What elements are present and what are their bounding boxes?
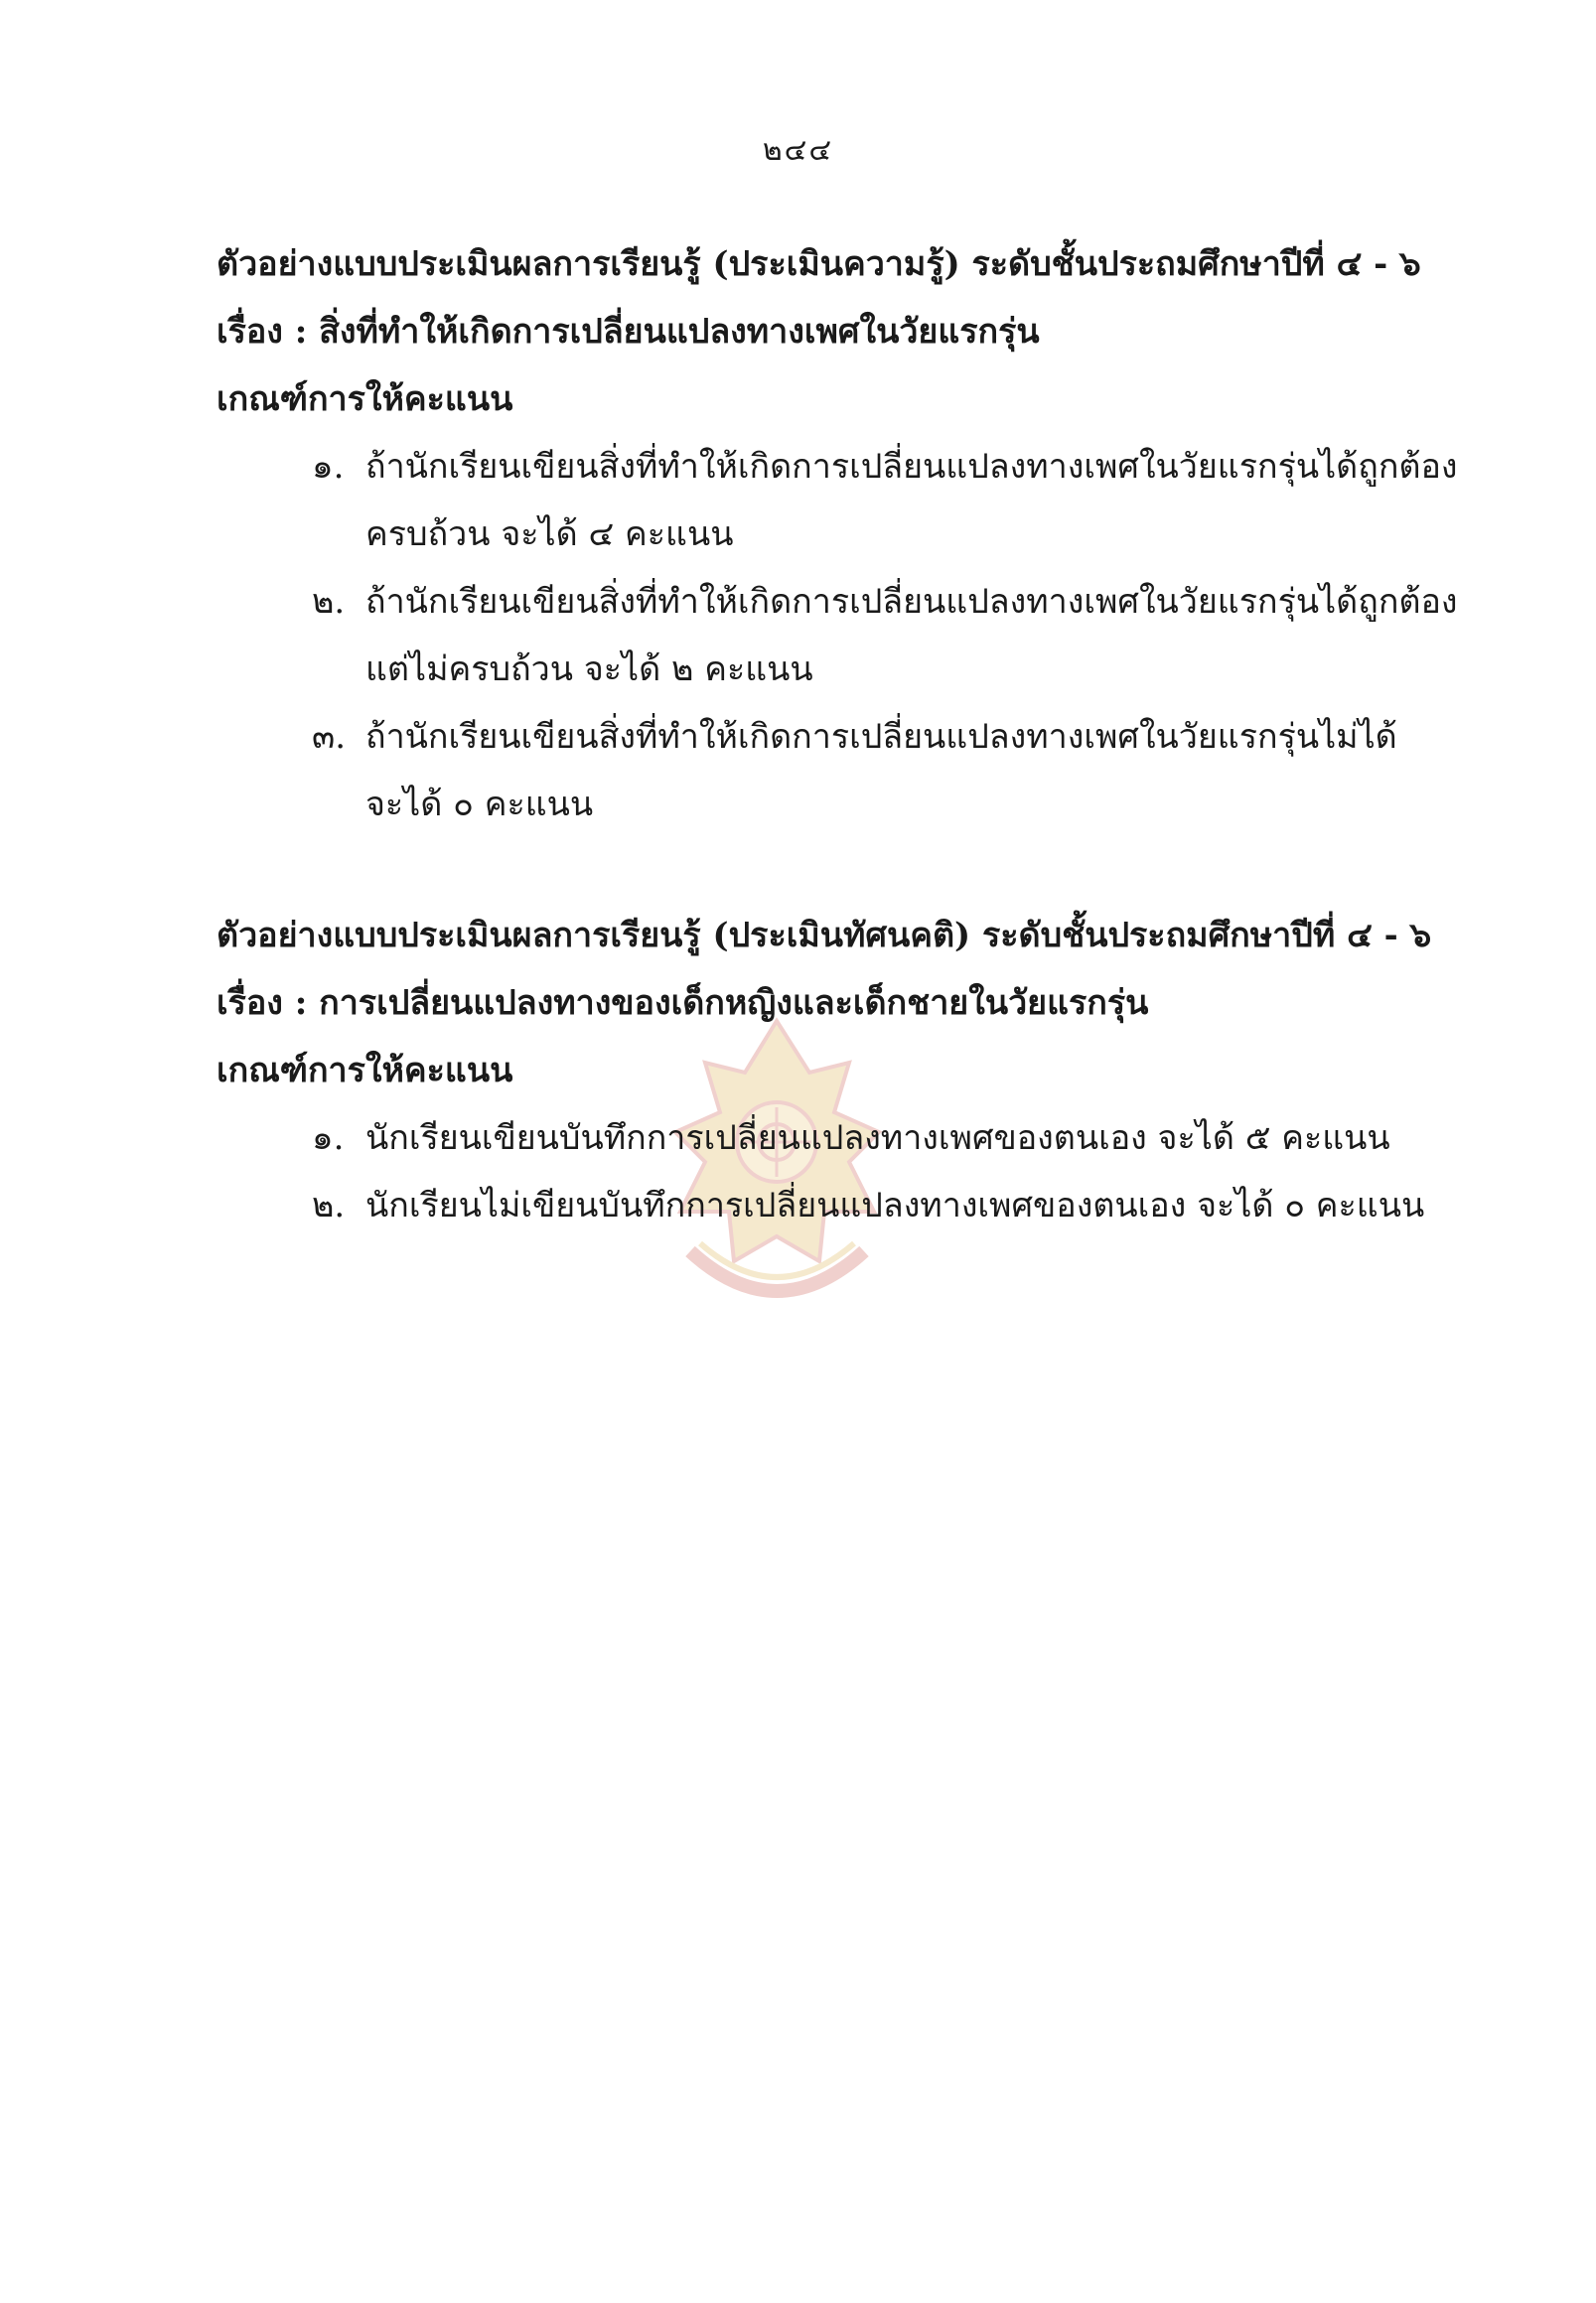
item-number: ๓. <box>312 717 347 757</box>
section-subject: เรื่อง : สิ่งที่ทำให้เกิดการเปลี่ยนแปลงทางเพศในวัยแรกรุ่น <box>217 312 1040 352</box>
section-subject: เรื่อง : การเปลี่ยนแปลงทางของเด็กหญิงและเด็กชายในวัยแรกรุ่น <box>217 983 1149 1023</box>
item-text: ถ้านักเรียนเขียนสิ่งที่ทำให้เกิดการเปลี่ยนแปลงทางเพศในวัยแรกรุ่นไม่ได้ <box>365 717 1397 757</box>
list-item <box>217 568 1596 703</box>
item-number: ๒. <box>312 1186 346 1225</box>
list-item <box>217 703 1596 838</box>
list-item <box>217 433 1596 568</box>
section-title: ตัวอย่างแบบประเมินผลการเรียนรู้ (ประเมินทัศนคติ) ระดับชั้นประถมศึกษาปีที่ ๔ - ๖ <box>217 916 1432 955</box>
item-text: ถ้านักเรียนเขียนสิ่งที่ทำให้เกิดการเปลี่ยนแปลงทางเพศในวัยแรกรุ่นได้ถูกต้อง <box>365 582 1458 622</box>
assessment-section-attitude <box>217 902 1432 1239</box>
page-number: ๒๔๔ <box>762 133 834 168</box>
item-text-continued: แต่ไม่ครบถ้วน จะได้ ๒ คะแนน <box>365 649 813 689</box>
criteria-label: เกณฑ์การให้คะแนน <box>217 379 513 419</box>
item-number: ๑. <box>312 1118 345 1158</box>
item-text: นักเรียนเขียนบันทึกการเปลี่ยนแปลงทางเพศของตนเอง จะได้ ๕ คะแนน <box>365 1118 1390 1158</box>
item-text-continued: ครบถ้วน จะได้ ๔ คะแนน <box>365 514 734 554</box>
criteria-list <box>217 1104 1425 1239</box>
criteria-label: เกณฑ์การให้คะแนน <box>217 1051 513 1090</box>
item-text: ถ้านักเรียนเขียนสิ่งที่ทำให้เกิดการเปลี่ยนแปลงทางเพศในวัยแรกรุ่นได้ถูกต้อง <box>365 447 1458 487</box>
assessment-section-knowledge <box>217 230 1458 838</box>
list-item <box>217 1104 1596 1172</box>
criteria-list <box>217 433 1458 838</box>
list-item <box>217 1172 1596 1239</box>
item-text: นักเรียนไม่เขียนบันทึกการเปลี่ยนแปลงทางเพศของตนเอง จะได้ ๐ คะแนน <box>365 1186 1425 1225</box>
section-title: ตัวอย่างแบบประเมินผลการเรียนรู้ (ประเมินความรู้) ระดับชั้นประถมศึกษาปีที่ ๔ - ๖ <box>217 244 1421 284</box>
item-text-continued: จะได้ ๐ คะแนน <box>365 785 594 824</box>
item-number: ๒. <box>312 582 346 622</box>
item-number: ๑. <box>312 447 345 487</box>
